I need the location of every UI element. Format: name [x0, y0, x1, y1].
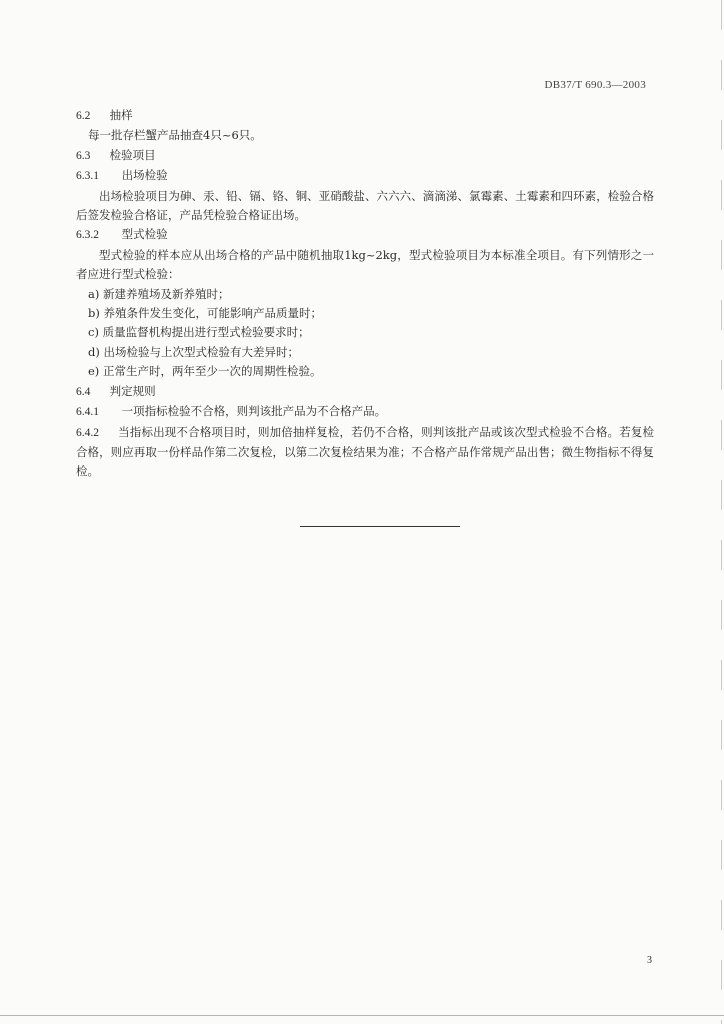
section-title: 出场检验: [121, 168, 168, 183]
section-6-3-2-heading: [76, 225, 654, 245]
section-title: 判定规则: [109, 383, 156, 398]
section-6-3-2-text: 型式检验的样本应从出场合格的产品中随机抽取1kg~2kg，型式检验项目为本标准全项目。有下列情形之一者应进行型式检验：: [76, 247, 654, 282]
section-number: 6.3: [76, 149, 91, 162]
section-6-4-2: [76, 423, 654, 482]
section-number: 6.2: [76, 110, 91, 122]
section-title: 检验项目: [109, 147, 156, 162]
list-item: a) 新建养殖场及新养殖时；: [88, 286, 230, 301]
section-text: 一项指标检验不合格，则判该批产品为不合格产品。: [121, 404, 387, 419]
section-6-2-text: 每一批存栏蟹产品抽查4只~6只。: [88, 128, 262, 143]
section-6-3-1-heading: [76, 166, 654, 186]
section-6-4-1: [76, 402, 654, 422]
standard-code-header: DB37/T 690.3—2003: [544, 79, 646, 91]
section-number: 6.4: [76, 385, 91, 398]
section-text: 当指标出现不合格项目时，则加倍抽样复检，若仍不合格，则判该批产品或该次型式检验不合格。若复检合格，则应再取一份样品作第二次复检，以第二次复检结果为准；不合格产品作常规产品出售；微生物指标不得复检。: [76, 424, 654, 479]
section-title: 型式检验: [121, 227, 168, 242]
section-number: 6.4.1: [76, 406, 99, 419]
scan-edge-mark: [721, 0, 722, 1024]
section-6-4-heading: [76, 382, 654, 402]
document-body: [76, 106, 654, 482]
list-item: b) 养殖条件发生变化，可能影响产品质量时；: [88, 306, 323, 321]
end-rule: [300, 526, 460, 527]
section-6-3-heading: [76, 146, 654, 166]
list-item: d) 出场检验与上次型式检验有大差异时；: [88, 344, 300, 359]
section-number: 6.4.2: [76, 426, 99, 439]
scan-bottom-edge: [0, 1015, 724, 1016]
list-item: e) 正常生产时，两年至少一次的周期性检验。: [88, 364, 322, 379]
section-number: 6.3.2: [76, 229, 99, 242]
section-6-2-heading: [76, 106, 654, 126]
list-item: c) 质量监督机构提出进行型式检验要求时；: [88, 325, 310, 340]
section-number: 6.3.1: [76, 170, 99, 183]
page-number: 3: [647, 955, 652, 966]
section-title: 抽样: [109, 108, 133, 122]
section-6-3-1-text: 出场检验项目为砷、汞、铅、镉、铬、铜、亚硝酸盐、六六六、滴滴涕、氯霉素、土霉素和四环素，检验合格后签发检验合格证，产品凭检验合格证出场。: [76, 188, 654, 223]
